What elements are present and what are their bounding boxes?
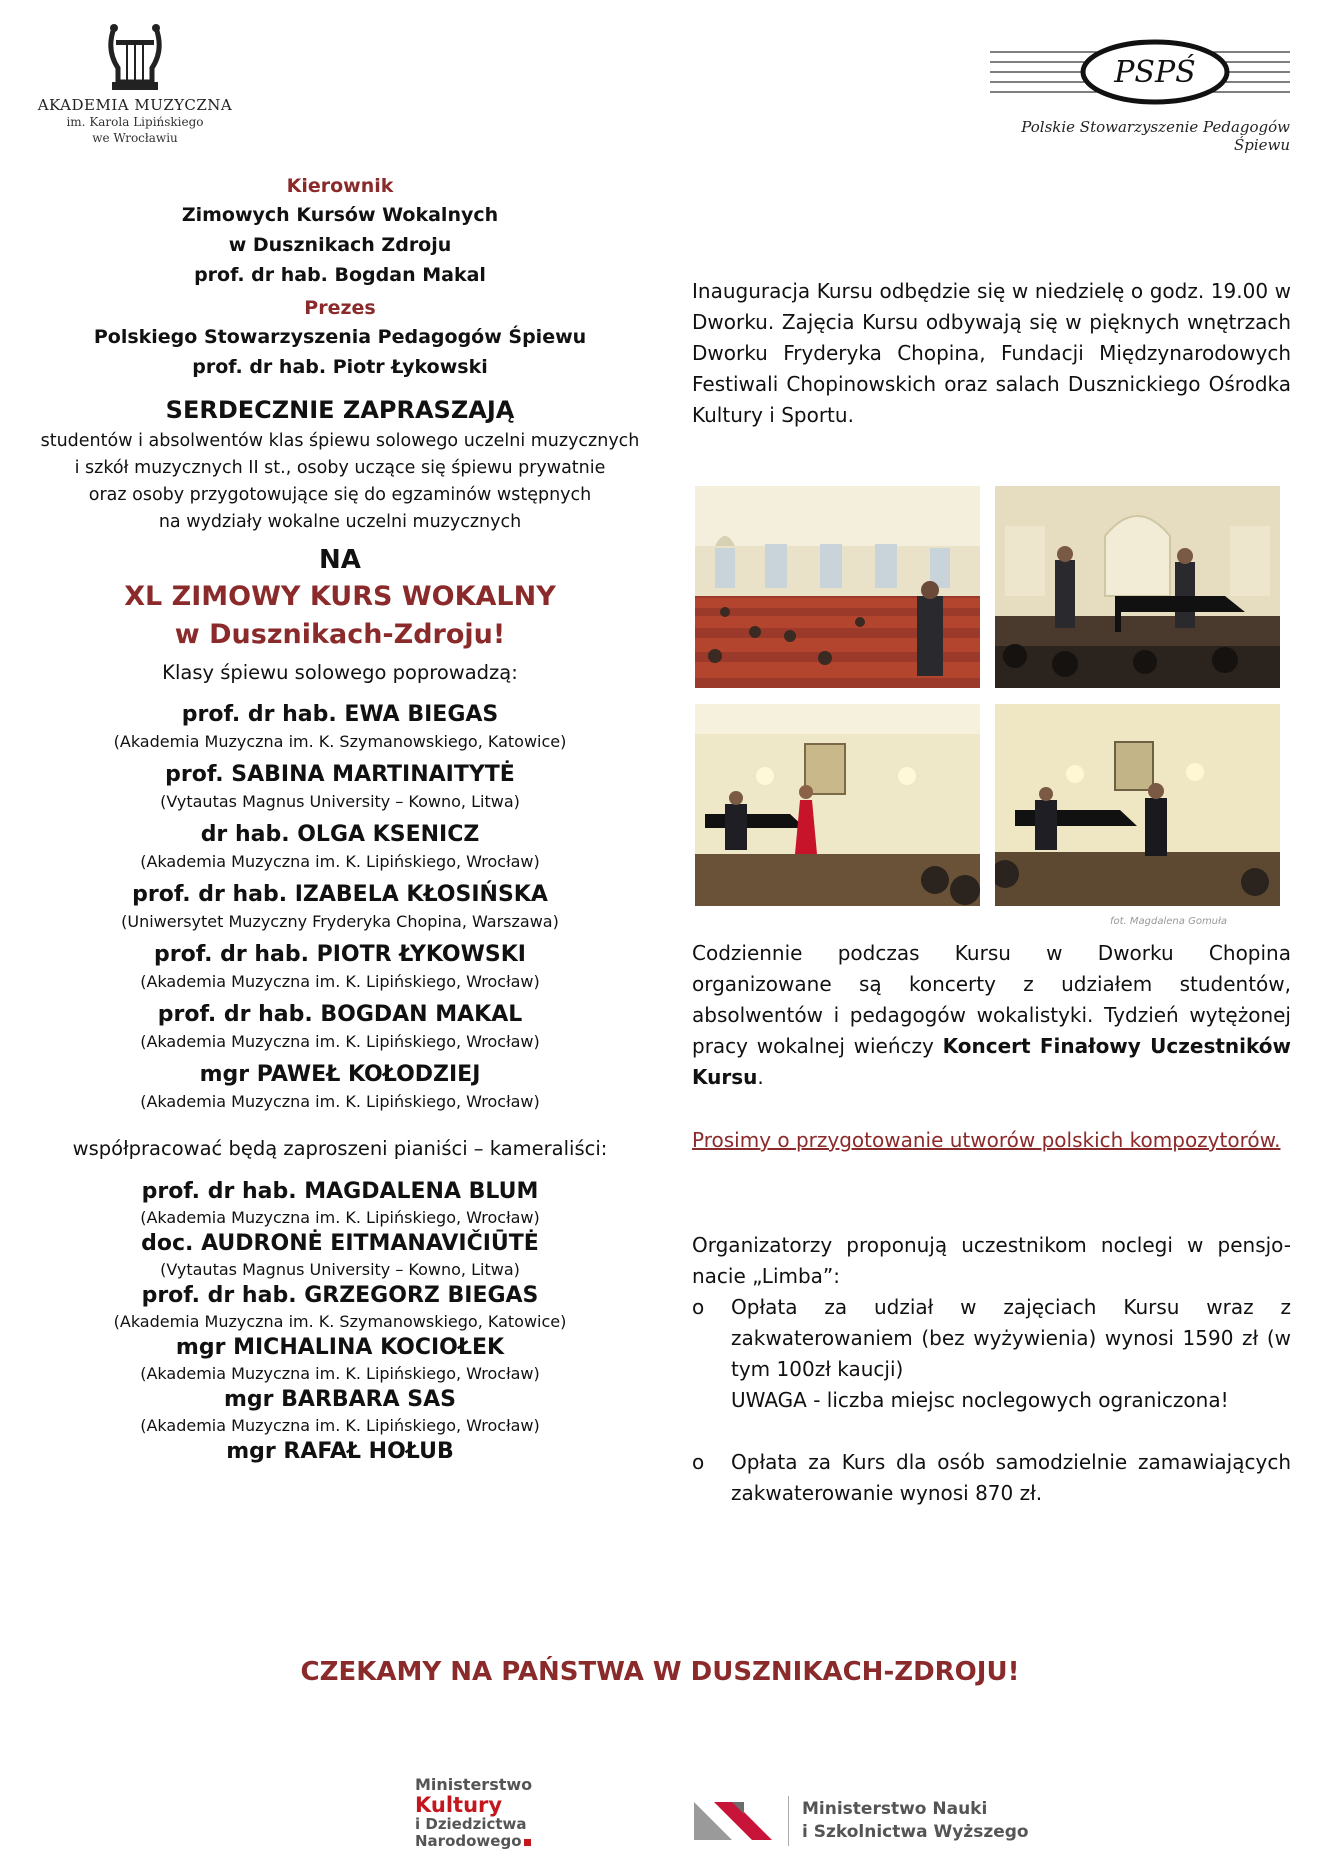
pianist-name: doc. AUDRONĖ EITMANAVIČIŪTĖ (141, 1231, 539, 1256)
inauguration-paragraph: Inauguracja Kursu odbędzie się w niedzielę o godz. 19.00 w Dworku. Zajęcia Kursu odbywają się w pięknych wnętrzach Dworku Fryderyka Chopina, Fundacji Międzynarodowych Festiwali Chopinowskich oraz salach Dusznickiego Ośrodka Kultury i Sportu. (692, 279, 1291, 427)
mkidn-line4-wrap (415, 1833, 555, 1850)
psps-name: Polskie Stowarzyszenie Pedagogów Śpiewu (1021, 118, 1290, 154)
fee1-note: UWAGA - liczba miejsc noclegowych ograniczona! (731, 1388, 1229, 1412)
teacher-affiliation: (Akademia Muzyczna im. K. Lipińskiego, Wrocław) (140, 972, 540, 991)
mkidn-logo (415, 1776, 555, 1850)
pianist-name: mgr BARBARA SAS (223, 1387, 457, 1412)
concert-hall-photo (695, 486, 980, 688)
pianist-list (30, 1178, 650, 1466)
teacher-item (30, 820, 650, 874)
teacher-name: prof. dr hab. PIOTR ŁYKOWSKI (154, 942, 526, 967)
teacher-item (30, 940, 650, 994)
svg-text:PSPŚ: PSPŚ (1114, 55, 1196, 90)
intro-line4: na wydziały wokalne uczelni muzycznych (158, 512, 522, 532)
pianist-item (30, 1386, 650, 1438)
invite-heading: SERDECZNIE ZAPRASZAJĄ (165, 396, 515, 424)
psps-logo (990, 30, 1290, 154)
teacher-item (30, 760, 650, 814)
teacher-name: prof. dr hab. IZABELA KŁOSIŃSKA (132, 882, 548, 907)
pianist-name: prof. dr hab. GRZEGORZ BIEGAS (141, 1283, 539, 1308)
mnisw-line2: i Szkolnictwa Wyższego (802, 1822, 1029, 1842)
academy-name: AKADEMIA MUZYCZNA (37, 96, 233, 114)
pianist-name: prof. dr hab. MAGDALENA BLUM (141, 1179, 539, 1204)
final-concert-label: Koncert Finałowy Uczestników Kursu (692, 1034, 1291, 1089)
intro-line3: oraz osoby przygotowujące się do egzaminów wstępnych (88, 485, 592, 505)
logo-separator (788, 1796, 789, 1846)
mnisw-text (802, 1798, 1029, 1844)
course-location: w Dusznikach-Zdroju! (174, 619, 506, 650)
fee-item-1 (692, 1292, 1291, 1416)
photo-credit: fot. Magdalena Gomuła (1110, 916, 1228, 927)
pianists-lead: współpracować będą zaproszeni pianiści – kameraliści: (72, 1137, 608, 1160)
course-title: XL ZIMOWY KURS WOKALNY (124, 581, 556, 612)
teacher-name: prof. dr hab. BOGDAN MAKAL (157, 1002, 523, 1027)
pianist-affiliation: (Akademia Muzyczna im. K. Lipińskiego, Wrocław) (140, 1208, 540, 1227)
mkidn-line4: Narodowego (415, 1832, 522, 1850)
teacher-name: dr hab. OLGA KSENICZ (200, 822, 480, 847)
lyre-icon (100, 20, 170, 92)
pianist-item (30, 1282, 650, 1334)
pianist-name: mgr RAFAŁ HOŁUB (226, 1439, 454, 1464)
pianist-affiliation: (Akademia Muzyczna im. K. Lipińskiego, Wrocław) (140, 1416, 540, 1435)
pianist-item (30, 1178, 650, 1230)
pianist-item (30, 1230, 650, 1282)
red-square-icon (524, 1839, 531, 1846)
teacher-affiliation: (Uniwersytet Muzyczny Fryderyka Chopina, Warszawa) (121, 912, 559, 931)
bullet-marker: o (692, 1450, 705, 1474)
role-kierownik-line1: Zimowych Kursów Wokalnych (181, 204, 499, 226)
intro-line1: studentów i absolwentów klas śpiewu solowego uczelni muzycznych (40, 431, 640, 451)
mnisw-emblem-icon (692, 1796, 776, 1842)
accommodation-section (692, 1230, 1291, 1509)
pianist-item (30, 1438, 650, 1466)
classes-lead: Klasy śpiewu solowego poprowadzą: (162, 661, 518, 684)
mnisw-line1: Ministerstwo Nauki (802, 1799, 988, 1819)
closing-message: CZEKAMY NA PAŃSTWA W DUSZNIKACH-ZDROJU! (300, 1657, 1020, 1687)
mkidn-line1: Ministerstwo (415, 1775, 533, 1794)
photo-grid (692, 486, 1292, 906)
teacher-item (30, 1000, 650, 1054)
intro-line2: i szkół muzycznych II st., osoby uczące się śpiewu prywatnie (74, 458, 606, 478)
teacher-affiliation: (Akademia Muzyczna im. K. Szymanowskiego, Katowice) (113, 732, 567, 751)
repertoire-request: Prosimy o przygotowanie utworów polskich kompozytorów. (692, 1128, 1281, 1152)
teacher-item (30, 1060, 650, 1114)
daily-concerts-paragraph (692, 938, 1291, 1093)
role-kierownik-line2: w Dusznikach Zdroju (228, 234, 452, 256)
teacher-list (30, 700, 650, 1114)
stage-photo (995, 486, 1280, 688)
teacher-item (30, 700, 650, 754)
teacher-name: mgr PAWEŁ KOŁODZIEJ (199, 1062, 481, 1087)
pianist-name: mgr MICHALINA KOCIOŁEK (175, 1335, 505, 1360)
fee2-text: Opłata za Kurs dla osób samodzielnie zamawiających zakwaterowanie wynosi 870 zł. (731, 1450, 1291, 1505)
role-prezes: Prezes (304, 297, 376, 319)
singer-red-dress-photo (695, 704, 980, 906)
daily-end: . (757, 1065, 764, 1089)
fee-item-2 (692, 1447, 1291, 1509)
mnisw-logo (692, 1796, 1032, 1846)
accommodation-lead: Organizatorzy proponują uczestnikom noclegi w pensjo-nacie „Limba”: (692, 1233, 1291, 1288)
pianist-affiliation: (Akademia Muzyczna im. K. Szymanowskiego, Katowice) (113, 1312, 567, 1331)
fee1-text: Opłata za udział w zajęciach Kursu wraz z zakwaterowaniem (bez wyżywienia) wynosi 1590 zł (w tym 100zł kaucji) (731, 1295, 1291, 1381)
teacher-affiliation: (Akademia Muzyczna im. K. Lipińskiego, Wrocław) (140, 1092, 540, 1111)
role-prezes-line1: Polskiego Stowarzyszenia Pedagogów Śpiewu (93, 326, 587, 348)
pianist-affiliation: (Vytautas Magnus University – Kowno, Litwa) (160, 1260, 520, 1279)
teacher-affiliation: (Akademia Muzyczna im. K. Lipińskiego, Wrocław) (140, 852, 540, 871)
bullet-marker: o (692, 1295, 705, 1319)
mkidn-line2: Kultury (415, 1793, 503, 1817)
staff-emblem-icon (990, 30, 1290, 110)
academy-logo (30, 20, 240, 146)
left-column (30, 172, 650, 1466)
teacher-name: prof. SABINA MARTINAITYTĖ (165, 762, 515, 787)
academy-line3: we Wrocławiu (92, 131, 178, 145)
daily-text: Codziennie podczas Kursu w Dworku Chopina organizowane są koncerty z udziałem studentów, absolwentów i pedagogów wokalistyki. Tydzień wytężonej pracy wokalnej wieńczy (692, 941, 1291, 1058)
role-kierownik: Kierownik (286, 175, 394, 197)
role-kierownik-name: prof. dr hab. Bogdan Makal (194, 264, 486, 286)
teacher-affiliation: (Akademia Muzyczna im. K. Lipińskiego, Wrocław) (140, 1032, 540, 1051)
male-singer-photo (995, 704, 1280, 906)
teacher-item (30, 880, 650, 934)
teacher-affiliation: (Vytautas Magnus University – Kowno, Litwa) (160, 792, 520, 811)
academy-line2: im. Karola Lipińskiego (66, 115, 204, 129)
teacher-name: prof. dr hab. EWA BIEGAS (181, 702, 499, 727)
mkidn-line3: i Dziedzictwa (415, 1815, 527, 1833)
na-heading: NA (319, 545, 361, 575)
pianist-item (30, 1334, 650, 1386)
pianist-affiliation: (Akademia Muzyczna im. K. Lipińskiego, Wrocław) (140, 1364, 540, 1383)
role-prezes-name: prof. dr hab. Piotr Łykowski (192, 356, 488, 378)
